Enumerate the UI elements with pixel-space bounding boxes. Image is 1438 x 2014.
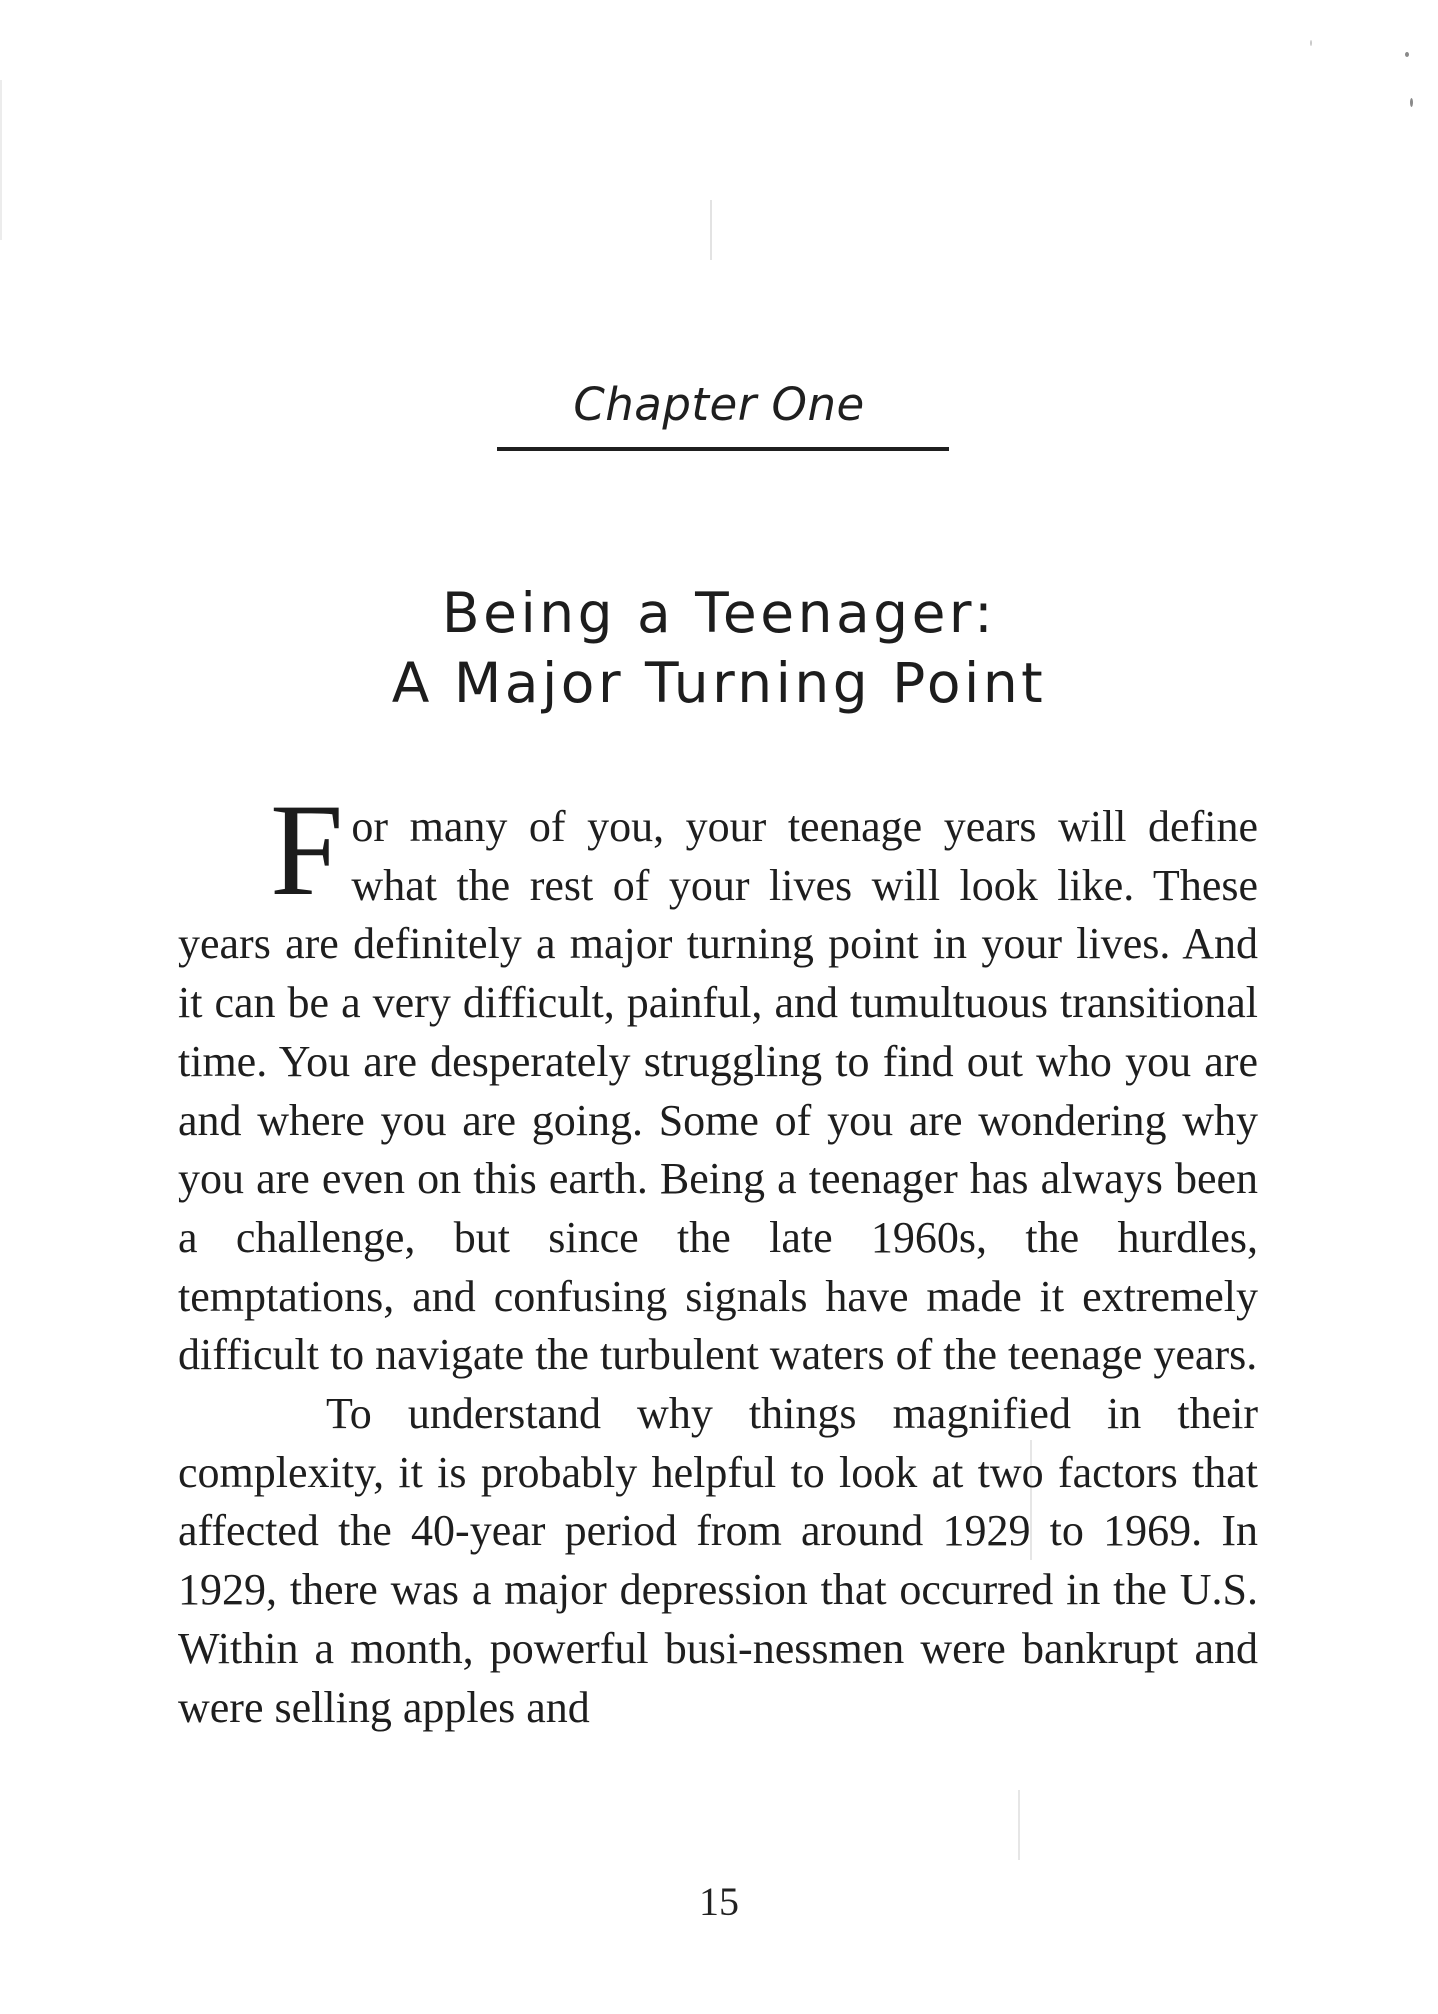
drop-cap: F bbox=[270, 776, 344, 923]
chapter-title bbox=[0, 578, 1438, 718]
scan-crease bbox=[710, 200, 712, 260]
chapter-label: Chapter One bbox=[573, 378, 865, 431]
body-text bbox=[178, 776, 1258, 1737]
paragraph-1-text: or many of you, your teenage years will define what the rest of your lives will look like. These years are definitely a major turning point in your lives. And it can be a very difficult, painful, and tumultuous transitional time. You are desperately struggling to find out who you are and where you are going. Some of you are wondering why you are even on this earth. Being a teenager has always been a challenge, but since the late 1960s, the hurdles, temptations, and confusing signals have made it extremely difficult to navigate the turbulent waters of the teenage years. bbox=[178, 802, 1258, 1380]
chapter-title-line-2: A Major Turning Point bbox=[391, 651, 1047, 715]
scan-speck bbox=[1310, 40, 1312, 46]
paragraph-1 bbox=[178, 776, 1258, 1385]
scan-speck bbox=[1410, 98, 1413, 107]
chapter-rule-divider bbox=[497, 447, 949, 451]
scan-crease bbox=[1018, 1790, 1020, 1860]
page-number: 15 bbox=[699, 1879, 739, 1924]
paragraph-2: To understand why things magnified in their complexity, it is probably helpful to look at two factors that affected the 40-year period from around 1929 to 1969. In 1929, there was a major depression that occurred in the U.S. Within a month, powerful busi-nessmen were bankrupt and were selling apples and bbox=[178, 1389, 1258, 1732]
scan-speck bbox=[1405, 52, 1409, 57]
chapter-title-line-1: Being a Teenager: bbox=[441, 581, 997, 645]
scan-crease bbox=[0, 80, 2, 240]
